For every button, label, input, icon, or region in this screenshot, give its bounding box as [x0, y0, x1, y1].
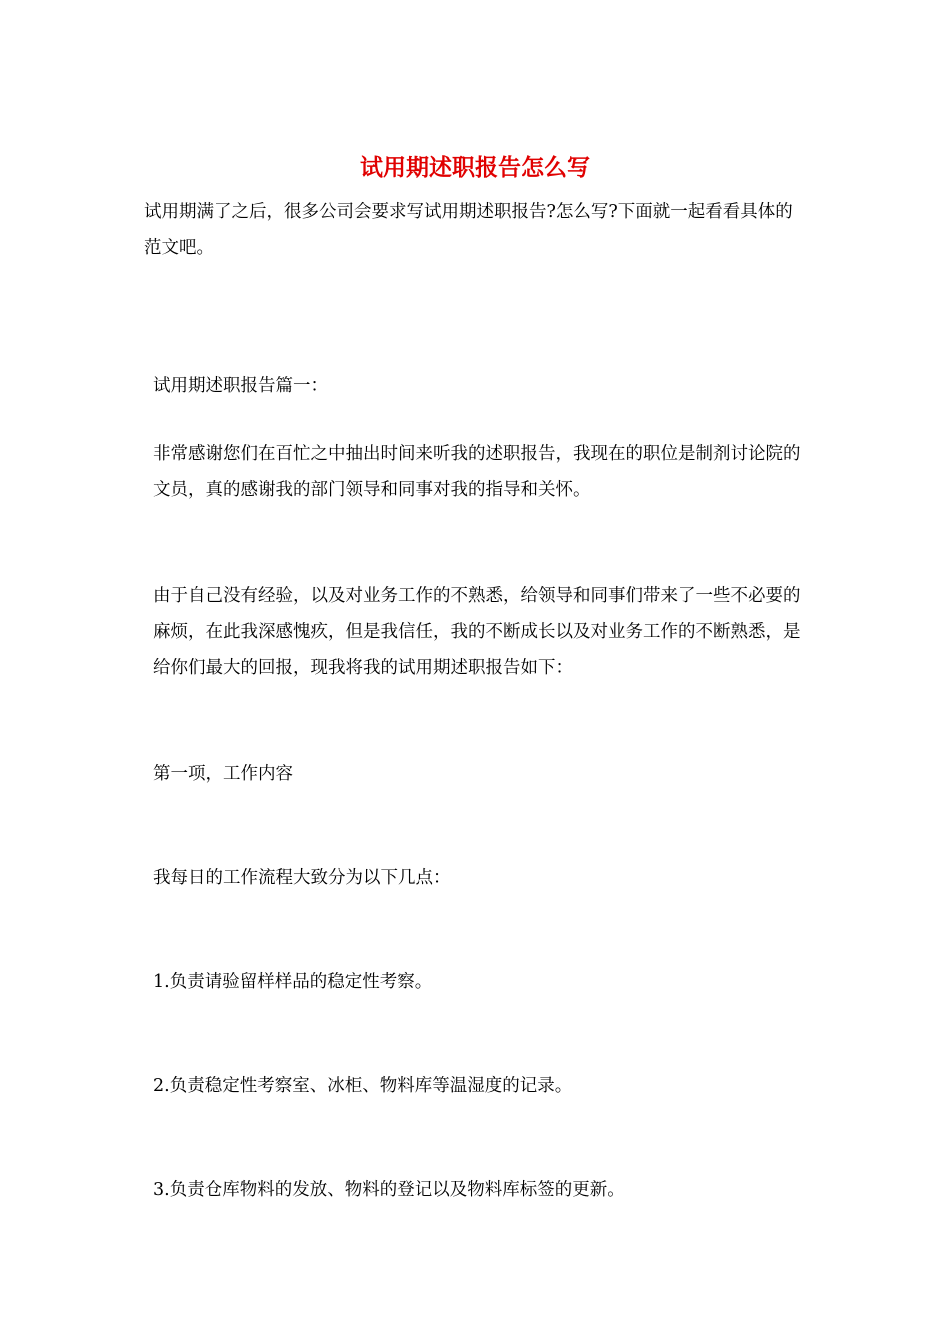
list-item: 1.负责请验留样样品的稳定性考察。 [153, 972, 433, 992]
list-item: 2.负责稳定性考察室、冰柜、物料库等温湿度的记录。 [153, 1076, 573, 1096]
section-heading-work-content: 第一项，工作内容 [153, 764, 293, 784]
thanks-paragraph: 非常感谢您们在百忙之中抽出时间来听我的述职报告，我现在的职位是制剂讨论院的文员，真的感谢我的部门领导和同事对我的指导和关怀。 [153, 444, 801, 500]
list-item: 3.负责仓库物料的发放、物料的登记以及物料库标签的更新。 [153, 1180, 625, 1200]
apology-paragraph: 由于自己没有经验，以及对业务工作的不熟悉，给领导和同事们带来了一些不必要的麻烦，在此我深感愧疚，但是我信任，我的不断成长以及对业务工作的不断熟悉，是给你们最大的回报，现我将我的试用期述职报告如下： [153, 586, 801, 678]
intro-paragraph: 试用期满了之后，很多公司会要求写试用期述职报告?怎么写?下面就一起看看具体的范文吧。 [144, 202, 793, 258]
workflow-intro: 我每日的工作流程大致分为以下几点： [153, 868, 451, 888]
document-title: 试用期述职报告怎么写 [360, 154, 590, 181]
section-heading-part-one: 试用期述职报告篇一： [153, 376, 328, 396]
